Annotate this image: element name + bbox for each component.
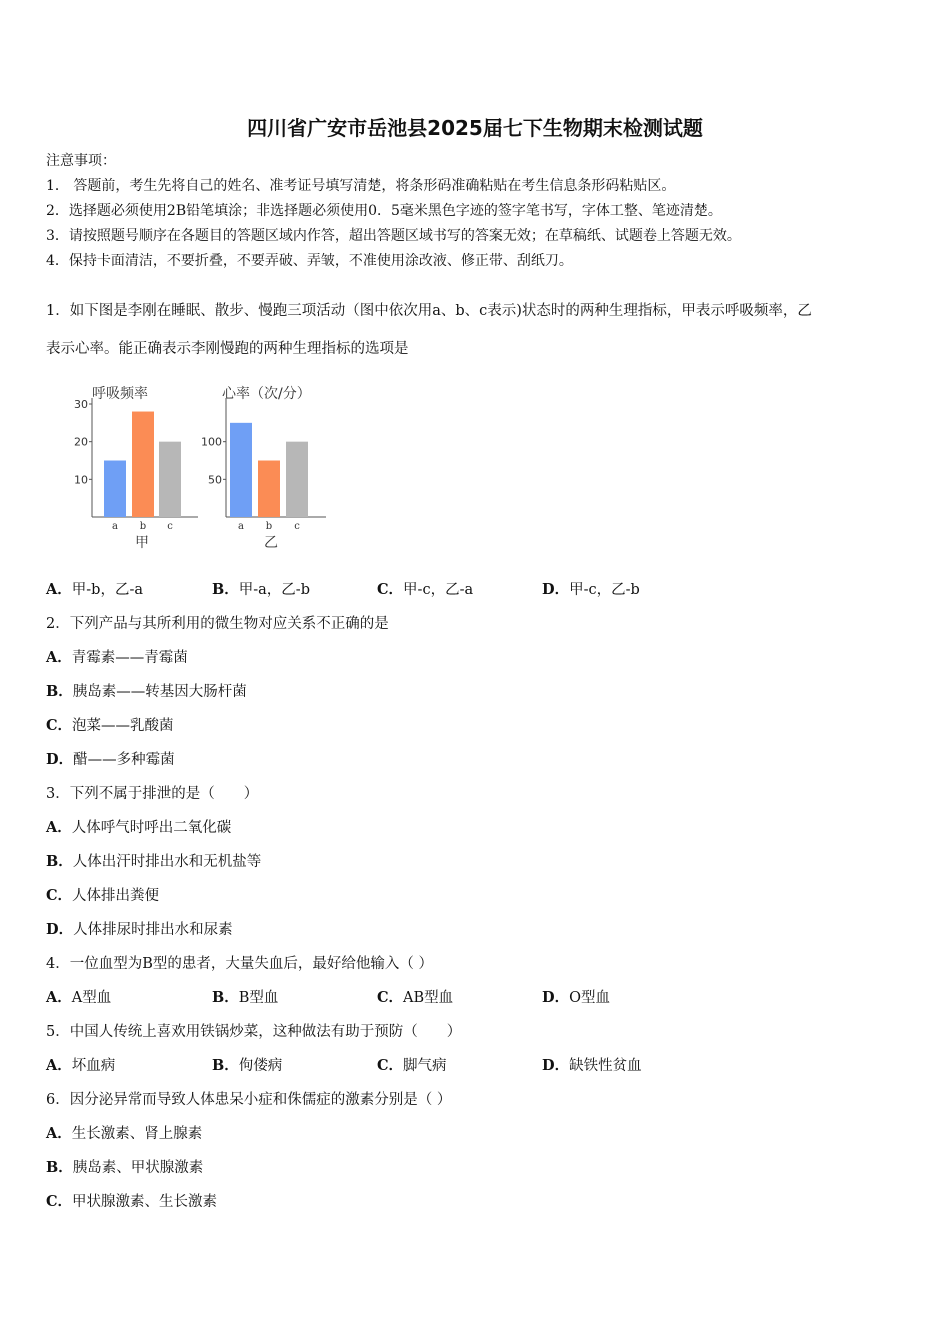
chart2-bar-b — [258, 461, 280, 518]
option-text: 甲状腺激素、生长激素 — [72, 1194, 218, 1210]
q3-stem: 3．下列不属于排泄的是（ ） — [46, 786, 259, 802]
option-text: 生长激素、肾上腺素 — [71, 1126, 203, 1142]
option-text: O型血 — [569, 990, 610, 1006]
option-letter: A． — [46, 819, 72, 836]
q5-stem: 5．中国人传统上喜欢用铁锅炒菜，这种做法有助于预防（ ） — [46, 1024, 462, 1040]
q4-option-d[interactable] — [542, 988, 610, 1008]
option-letter: D． — [542, 581, 570, 598]
chart2-y-tick-label: 100 — [201, 435, 222, 449]
option-letter: D． — [542, 1057, 570, 1074]
chart1-y-tick-label: 10 — [74, 473, 88, 487]
option-letter: A． — [46, 649, 72, 666]
option-text: 甲-c，乙-a — [403, 582, 474, 598]
q6-option-b[interactable] — [46, 1158, 203, 1178]
option-letter: C． — [377, 581, 404, 598]
q4-option-a[interactable] — [46, 988, 111, 1008]
option-letter: C． — [46, 887, 73, 904]
q1-stem-line1: 1．如下图是李刚在睡眠、散步、慢跑三项活动（图中依次用a、b、c表示)状态时的两种生理指标，甲表示呼吸频率，乙 — [46, 303, 812, 319]
option-text: 胰岛素、甲状腺激素 — [72, 1160, 204, 1176]
option-letter: D． — [46, 751, 74, 768]
q1-figure — [60, 378, 350, 558]
q3-option-b[interactable] — [46, 852, 261, 872]
option-letter: B． — [46, 853, 73, 870]
q1-option-c[interactable] — [377, 580, 473, 600]
option-text: 缺铁性贫血 — [569, 1058, 642, 1074]
option-text: 佝偻病 — [238, 1058, 283, 1074]
option-letter: B． — [212, 581, 239, 598]
option-text: AB型血 — [403, 990, 454, 1006]
chart2-bar-c — [286, 442, 308, 517]
option-letter: A． — [46, 989, 72, 1006]
option-text: 甲-a，乙-b — [238, 582, 310, 598]
chart2-category-label: c — [294, 521, 300, 532]
q3-option-d[interactable] — [46, 920, 233, 940]
chart1-category-label: a — [112, 521, 118, 532]
option-text: 甲-b，乙-a — [71, 582, 143, 598]
q5-option-d[interactable] — [542, 1056, 642, 1076]
q3-option-a[interactable] — [46, 818, 231, 838]
chart2-title: 心率（次/分） — [222, 386, 311, 402]
q6-option-c[interactable] — [46, 1192, 217, 1212]
q6-stem: 6．因分泌异常而导致人体患呆小症和侏儒症的激素分别是（ ） — [46, 1092, 452, 1108]
option-letter: B． — [46, 1159, 73, 1176]
option-text: 甲-c，乙-b — [569, 582, 640, 598]
chart1-bar-c — [159, 442, 181, 517]
option-text: 泡菜——乳酸菌 — [72, 718, 174, 734]
option-letter: B． — [212, 1057, 239, 1074]
option-text: 醋——多种霉菌 — [73, 752, 175, 768]
notice-item-4: 4．保持卡面清洁，不要折叠，不要弄破、弄皱，不准使用涂改液、修正带、刮纸刀。 — [46, 253, 573, 269]
option-text: 青霉素——青霉菌 — [71, 650, 188, 666]
q2-option-a[interactable] — [46, 648, 188, 668]
chart1-category-label: c — [167, 521, 173, 532]
option-letter: B． — [46, 683, 73, 700]
option-letter: D． — [542, 989, 570, 1006]
chart2-y-tick-label: 50 — [208, 473, 222, 487]
q4-option-b[interactable] — [212, 988, 278, 1008]
option-letter: C． — [377, 989, 404, 1006]
q5-option-b[interactable] — [212, 1056, 282, 1076]
notice-item-2: 2．选择题必须使用2B铅笔填涂；非选择题必须使用0．5毫米黑色字迹的签字笔书写，字体工整、笔迹清楚。 — [46, 203, 722, 219]
notice-item-3: 3．请按照题号顺序在各题目的答题区域内作答，超出答题区域书写的答案无效；在草稿纸、试题卷上答题无效。 — [46, 228, 741, 244]
q5-option-c[interactable] — [377, 1056, 447, 1076]
option-text: 人体出汗时排出水和无机盐等 — [72, 854, 262, 870]
chart1-bar-a — [104, 461, 126, 518]
option-letter: A． — [46, 1057, 72, 1074]
page-title: 四川省广安市岳池县2025届七下生物期末检测试题 — [247, 116, 703, 140]
option-letter: D． — [46, 921, 74, 938]
q1-stem-line2: 表示心率。能正确表示李刚慢跑的两种生理指标的选项是 — [46, 341, 409, 357]
q1-option-a[interactable] — [46, 580, 143, 600]
option-text: 人体排出粪便 — [72, 888, 160, 904]
option-text: A型血 — [71, 990, 112, 1006]
chart1-bar-b — [132, 412, 154, 517]
option-text: 人体排尿时排出水和尿素 — [73, 922, 233, 938]
option-letter: C． — [46, 717, 73, 734]
notice-heading: 注意事项： — [46, 153, 116, 169]
option-text: 胰岛素——转基因大肠杆菌 — [72, 684, 247, 700]
q2-option-d[interactable] — [46, 750, 175, 770]
option-letter: B． — [212, 989, 239, 1006]
chart2-bar-a — [230, 423, 252, 517]
chart1-title: 呼吸频率 — [92, 386, 148, 402]
q5-option-a[interactable] — [46, 1056, 115, 1076]
chart2-category-label: b — [265, 521, 273, 532]
chart1-x-label: 甲 — [135, 535, 149, 551]
option-text: 人体呼气时呼出二氧化碳 — [71, 820, 232, 836]
chart2-category-label: a — [238, 521, 244, 532]
q4-option-c[interactable] — [377, 988, 453, 1008]
q3-option-c[interactable] — [46, 886, 159, 906]
option-text: 脚气病 — [403, 1058, 447, 1074]
q1-option-d[interactable] — [542, 580, 640, 600]
q4-stem: 4．一位血型为B型的患者，大量失血后，最好给他输入（ ） — [46, 956, 433, 972]
option-letter: C． — [46, 1193, 73, 1210]
option-letter: A． — [46, 1125, 72, 1142]
q2-option-c[interactable] — [46, 716, 174, 736]
chart1-y-tick-label: 30 — [74, 398, 88, 411]
q2-stem: 2．下列产品与其所利用的微生物对应关系不正确的是 — [46, 616, 389, 632]
chart1-category-label: b — [139, 521, 147, 532]
q1-option-b[interactable] — [212, 580, 310, 600]
notice-item-1: 1． 答题前，考生先将自己的姓名、准考证号填写清楚，将条形码准确粘贴在考生信息条形码粘贴区。 — [46, 178, 676, 194]
q6-option-a[interactable] — [46, 1124, 202, 1144]
option-text: 坏血病 — [71, 1058, 116, 1074]
option-letter: A． — [46, 581, 72, 598]
chart1-y-tick-label: 20 — [74, 435, 88, 449]
option-letter: C． — [377, 1057, 404, 1074]
q2-option-b[interactable] — [46, 682, 247, 702]
chart2-x-label: 乙 — [264, 535, 278, 551]
option-text: B型血 — [238, 990, 279, 1006]
